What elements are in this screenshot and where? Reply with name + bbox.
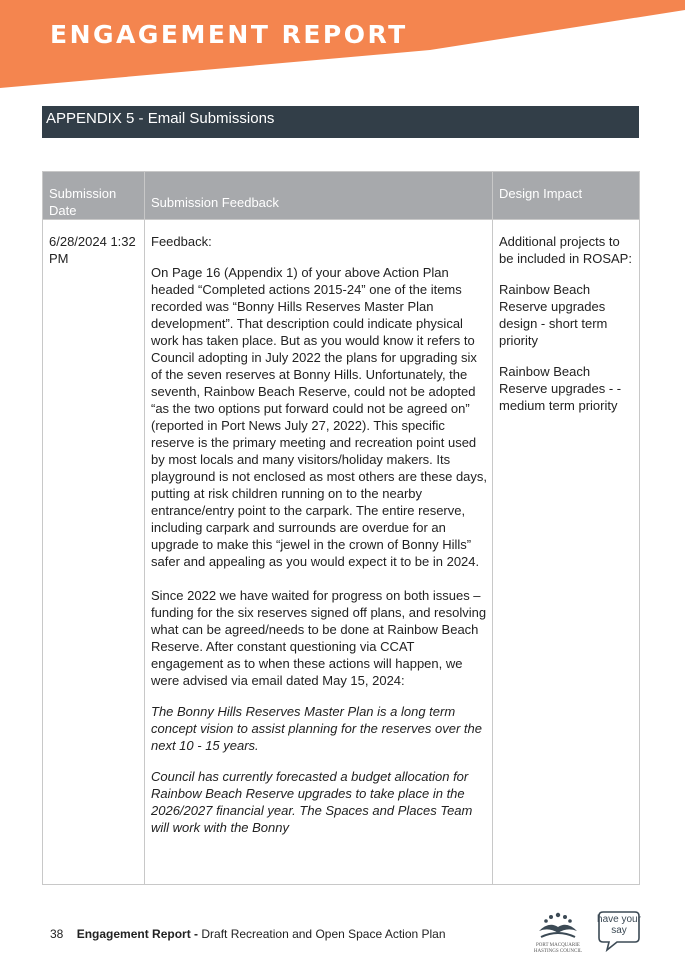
page-footer: [50, 927, 446, 941]
feedback-quote: The Bonny Hills Reserves Master Plan is a long term concept vision to assist planning for the reserves over the next 10 - 15 years.: [151, 704, 482, 753]
design-impact-item: Rainbow Beach Reserve upgrades design - short term priority: [499, 282, 608, 348]
feedback-paragraph: On Page 16 (Appendix 1) of your above Action Plan headed “Completed actions 2015-24” one of the items recorded was “Bonny Hills Reserves Master Plan development”. That description could indicate physical work has taken place. But as you would know it refers to Council adopting in July 2022 the plans for upgrading six of the seven reserves at Bonny Hills. Unfortunately, the seventh, Rainbow Beach Reserve, could not be adopted “as the two options put forward could not be agreed on” (reported in Port News July 27, 2022). This specific reserve is the primary meeting and recreation point used by most locals and many visitors/holiday makers. Its playground is not enclosed as most others are these days, putting at risk children running on to the nearby entrance/entry point to the carpark. The entire reserve, including carpark and surrounds are overdue for an upgrade to make this “jewel in the crown of Bonny Hills” safer and appealing as you would expect it to be in 2024.: [151, 265, 488, 569]
design-impact-item: Additional projects to be included in ROSAP:: [499, 234, 632, 266]
table-header-row: [43, 172, 640, 220]
footer-doc-title: Draft Recreation and Open Space Action Plan: [198, 927, 446, 941]
council-logo-text: PORT MACQUARIE HASTINGS COUNCIL: [533, 943, 583, 954]
feedback-label: Feedback:: [151, 234, 212, 249]
header-submission-date: Submission Date: [43, 172, 145, 220]
report-title: ENGAGEMENT REPORT: [50, 20, 408, 49]
design-impact-cell: [493, 220, 640, 885]
report-header-banner: [0, 0, 685, 90]
submission-feedback-cell: [145, 220, 493, 885]
submission-date-cell: 6/28/2024 1:32 PM: [43, 220, 145, 885]
council-logo: [529, 907, 587, 963]
header-submission-feedback: Submission Feedback: [145, 172, 493, 220]
council-emblem-icon: [529, 907, 587, 943]
have-your-say-text: have your say: [597, 914, 641, 936]
feedback-quote: Council has currently forecasted a budget allocation for Rainbow Beach Reserve upgrades to take place in the 2026/2027 financial year. The Spaces and Places Team will work with the Bonny: [151, 769, 473, 835]
submissions-table: [42, 171, 640, 885]
header-design-impact: Design Impact: [493, 172, 640, 220]
footer-doc-bold: Engagement Report -: [76, 927, 199, 941]
feedback-paragraph: Since 2022 we have waited for progress on both issues – funding for the six reserves signed off plans, and resolving what can be agreed/needs to be done at Rainbow Beach Reserve. After constant questioning via CCAT engagement as to when these actions will happen, we were advised via email dated May 15, 2024:: [151, 588, 487, 688]
page-number: 38: [50, 927, 64, 941]
have-your-say-logo: [597, 910, 641, 950]
table-row: [43, 220, 640, 885]
appendix-title: APPENDIX 5 - Email Submissions: [42, 106, 639, 138]
design-impact-item: Rainbow Beach Reserve upgrades - - medium term priority: [499, 364, 622, 413]
